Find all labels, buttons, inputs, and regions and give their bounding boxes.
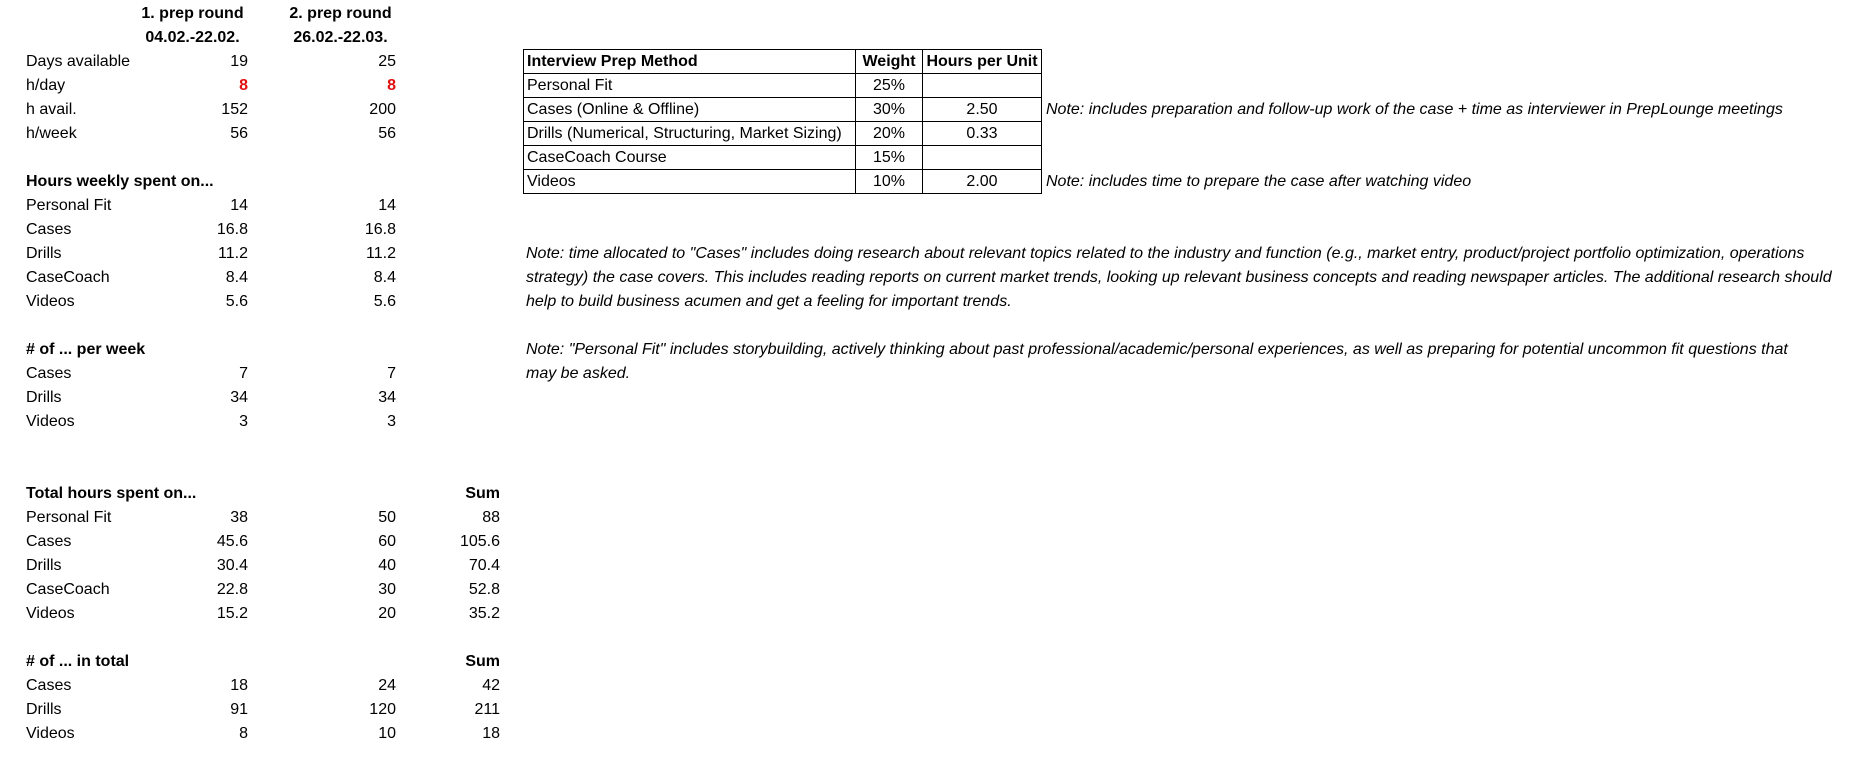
row-label: Drills [26, 557, 62, 574]
header-method: Interview Prep Method [524, 50, 856, 74]
method-name: Videos [524, 170, 856, 194]
method-weight: 25% [856, 74, 923, 98]
round2-dates: 26.02.-22.03. [293, 29, 388, 46]
section-title: # of ... per week [26, 341, 146, 358]
value-round1: 8 [239, 725, 248, 742]
value-round2: 60 [378, 533, 396, 550]
value-round2: 200 [369, 101, 396, 118]
value-round2: 120 [369, 701, 396, 718]
header-hours-per-unit: Hours per Unit [923, 50, 1042, 74]
section-title: Total hours spent on... [26, 485, 197, 502]
value-sum: 105.6 [459, 533, 500, 550]
row-label: Videos [26, 725, 75, 742]
method-table [523, 49, 1042, 194]
row-label: h avail. [26, 101, 77, 118]
row-label: h/week [26, 125, 77, 142]
value-round1: 56 [230, 125, 248, 142]
value-round2: 11.2 [366, 245, 396, 262]
row-label: Cases [26, 221, 72, 238]
value-sum: 211 [474, 701, 500, 718]
value-round2: 8.4 [373, 269, 396, 286]
value-round2: 25 [378, 53, 396, 70]
value-sum: 52.8 [468, 581, 500, 598]
value-round2: 24 [378, 677, 396, 694]
value-round2: 16.8 [364, 221, 396, 238]
method-weight: 30% [856, 98, 923, 122]
row-label: Cases [26, 365, 72, 382]
sum-header: Sum [465, 653, 500, 670]
method-name: CaseCoach Course [524, 146, 856, 170]
note-cases-row: Note: includes preparation and follow-up work of the case + time as interviewer in PrepLounge meetings [1046, 101, 1783, 118]
value-round1: 15.2 [216, 605, 248, 622]
value-round1: 34 [230, 389, 248, 406]
value-round1: 19 [230, 53, 248, 70]
row-label: Videos [26, 605, 75, 622]
method-hours: 2.50 [923, 98, 1042, 122]
value-round1: 91 [230, 701, 248, 718]
note-videos-row: Note: includes time to prepare the case after watching video [1046, 173, 1472, 190]
value-round1: 18 [230, 677, 248, 694]
value-sum: 42 [482, 677, 500, 694]
value-round2: 20 [378, 605, 396, 622]
note-line: help to build business acumen and get a feeling for important trends. [526, 293, 1012, 310]
value-round2: 8 [387, 77, 396, 94]
row-label: CaseCoach [26, 581, 110, 598]
value-round2: 10 [378, 725, 396, 742]
section-title: # of ... in total [26, 653, 130, 670]
round1-title: 1. prep round [141, 5, 244, 22]
method-table-header [524, 50, 1042, 74]
row-label: Cases [26, 533, 72, 550]
row-label: Drills [26, 701, 62, 718]
value-sum: 70.4 [468, 557, 500, 574]
value-round1: 5.6 [225, 293, 248, 310]
table-row [524, 98, 1042, 122]
value-round1: 14 [230, 197, 248, 214]
value-round1: 38 [230, 509, 248, 526]
row-label: Drills [26, 389, 62, 406]
round1-dates: 04.02.-22.02. [145, 29, 240, 46]
method-name: Cases (Online & Offline) [524, 98, 856, 122]
value-round2: 14 [378, 197, 396, 214]
value-round1: 22.8 [216, 581, 248, 598]
row-label: Videos [26, 293, 75, 310]
value-round2: 30 [378, 581, 396, 598]
method-hours [923, 146, 1042, 170]
value-round2: 56 [378, 125, 396, 142]
value-round1: 152 [221, 101, 248, 118]
row-label: Drills [26, 245, 62, 262]
method-weight: 15% [856, 146, 923, 170]
method-name: Personal Fit [524, 74, 856, 98]
value-round2: 3 [387, 413, 396, 430]
row-label: Personal Fit [26, 509, 112, 526]
row-label: Cases [26, 677, 72, 694]
value-round2: 40 [378, 557, 396, 574]
method-name: Drills (Numerical, Structuring, Market Sizing) [524, 122, 856, 146]
value-round1: 11.2 [218, 245, 248, 262]
method-weight: 10% [856, 170, 923, 194]
table-row [524, 122, 1042, 146]
method-hours: 0.33 [923, 122, 1042, 146]
row-label: Videos [26, 413, 75, 430]
value-round1: 8.4 [225, 269, 248, 286]
value-round2: 7 [387, 365, 396, 382]
value-sum: 88 [482, 509, 500, 526]
value-round2: 5.6 [373, 293, 396, 310]
value-round1: 7 [239, 365, 248, 382]
method-weight: 20% [856, 122, 923, 146]
note-line: may be asked. [526, 365, 631, 382]
value-round1: 45.6 [216, 533, 248, 550]
section-title: Hours weekly spent on... [26, 173, 214, 190]
header-weight: Weight [856, 50, 923, 74]
value-round1: 3 [239, 413, 248, 430]
row-label: h/day [26, 77, 66, 94]
sum-header: Sum [465, 485, 500, 502]
value-round1: 30.4 [216, 557, 248, 574]
value-sum: 35.2 [468, 605, 500, 622]
note-line: Note: "Personal Fit" includes storybuilding, actively thinking about past professional/academic/personal experiences, as well as preparing for potential uncommon fit questions that [526, 341, 1788, 358]
value-round2: 34 [378, 389, 396, 406]
value-sum: 18 [482, 725, 500, 742]
note-line: Note: time allocated to "Cases" includes doing research about relevant topics related to the industry and function (e.g., market entry, product/project portfolio optimization, operations [526, 245, 1805, 262]
table-row [524, 170, 1042, 194]
row-label: Personal Fit [26, 197, 112, 214]
table-row [524, 146, 1042, 170]
value-round2: 50 [378, 509, 396, 526]
value-round1: 16.8 [216, 221, 248, 238]
method-hours [923, 74, 1042, 98]
row-label: CaseCoach [26, 269, 110, 286]
value-round1: 8 [239, 77, 248, 94]
method-hours: 2.00 [923, 170, 1042, 194]
row-label: Days available [26, 53, 131, 70]
round2-title: 2. prep round [289, 5, 392, 22]
table-row [524, 74, 1042, 98]
note-line: strategy) the case covers. This includes reading reports on current market trends, looking up relevant business concepts and reading newspaper articles. The additional research should [526, 269, 1832, 286]
